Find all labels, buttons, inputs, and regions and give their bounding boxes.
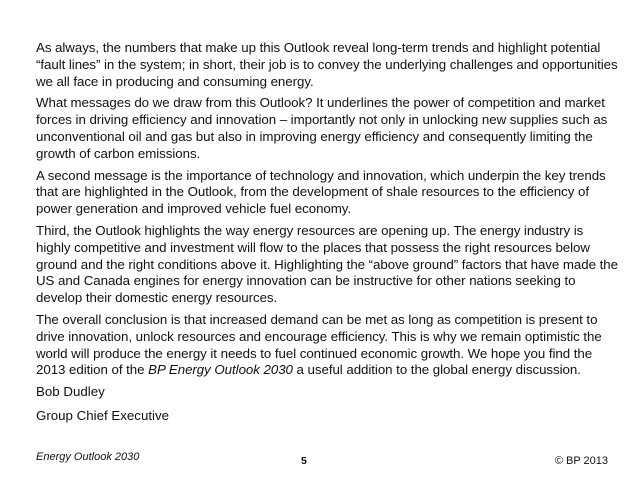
- paragraph-conclusion: [36, 312, 620, 379]
- page-footer: [36, 451, 608, 467]
- signature-title: Group Chief Executive: [36, 407, 170, 423]
- document-body: [36, 40, 620, 432]
- copyright-notice: © BP 2013: [554, 455, 608, 467]
- signature-name: Bob Dudley: [36, 384, 105, 400]
- footer-publication-name: Energy Outlook 2030: [36, 451, 140, 463]
- conclusion-text-end: a useful addition to the global energy discussion.: [292, 362, 581, 378]
- paragraph-messages: What messages do we draw from this Outlook? It underlines the power of competition and market forces in driving efficiency and innovation – importantly not only in unlocking new supplies such as unconventional oil and gas but also in improving energy efficiency and consequently limiting the growth of carbon emissions.: [36, 95, 608, 161]
- paragraph-second-message: A second message is the importance of technology and innovation, which underpin the key trends that are highlighted in the Outlook, from the development of shale resources to the efficiency of power generation and improved vehicle fuel economy.: [36, 167, 606, 217]
- paragraph-intro: As always, the numbers that make up this Outlook reveal long-term trends and highlight potential “fault lines” in the system; in short, their job is to convey the underlying challenges and opportunities we all face in producing and consuming energy.: [36, 40, 618, 89]
- paragraph-third-message: Third, the Outlook highlights the way energy resources are opening up. The energy industry is highly competitive and investment will flow to the places that possess the right resources below ground and the right conditions above it. Highlighting the “above ground” factors that have made the US and Canada engines for energy innovation can be instructive for other nations seeking to develop their domestic energy resources.: [36, 222, 618, 306]
- conclusion-text-start: The overall conclusion is that increased demand can be met as long as competition is present to drive innovation, unlock resources and encourage efficiency. This is why we remain optimistic the world will produce the energy it needs to fuel continued economic growth. We hope you find the 2013 edition of the: [36, 311, 602, 378]
- page-number: 5: [301, 455, 307, 467]
- publication-title: BP Energy Outlook 2030: [148, 362, 293, 378]
